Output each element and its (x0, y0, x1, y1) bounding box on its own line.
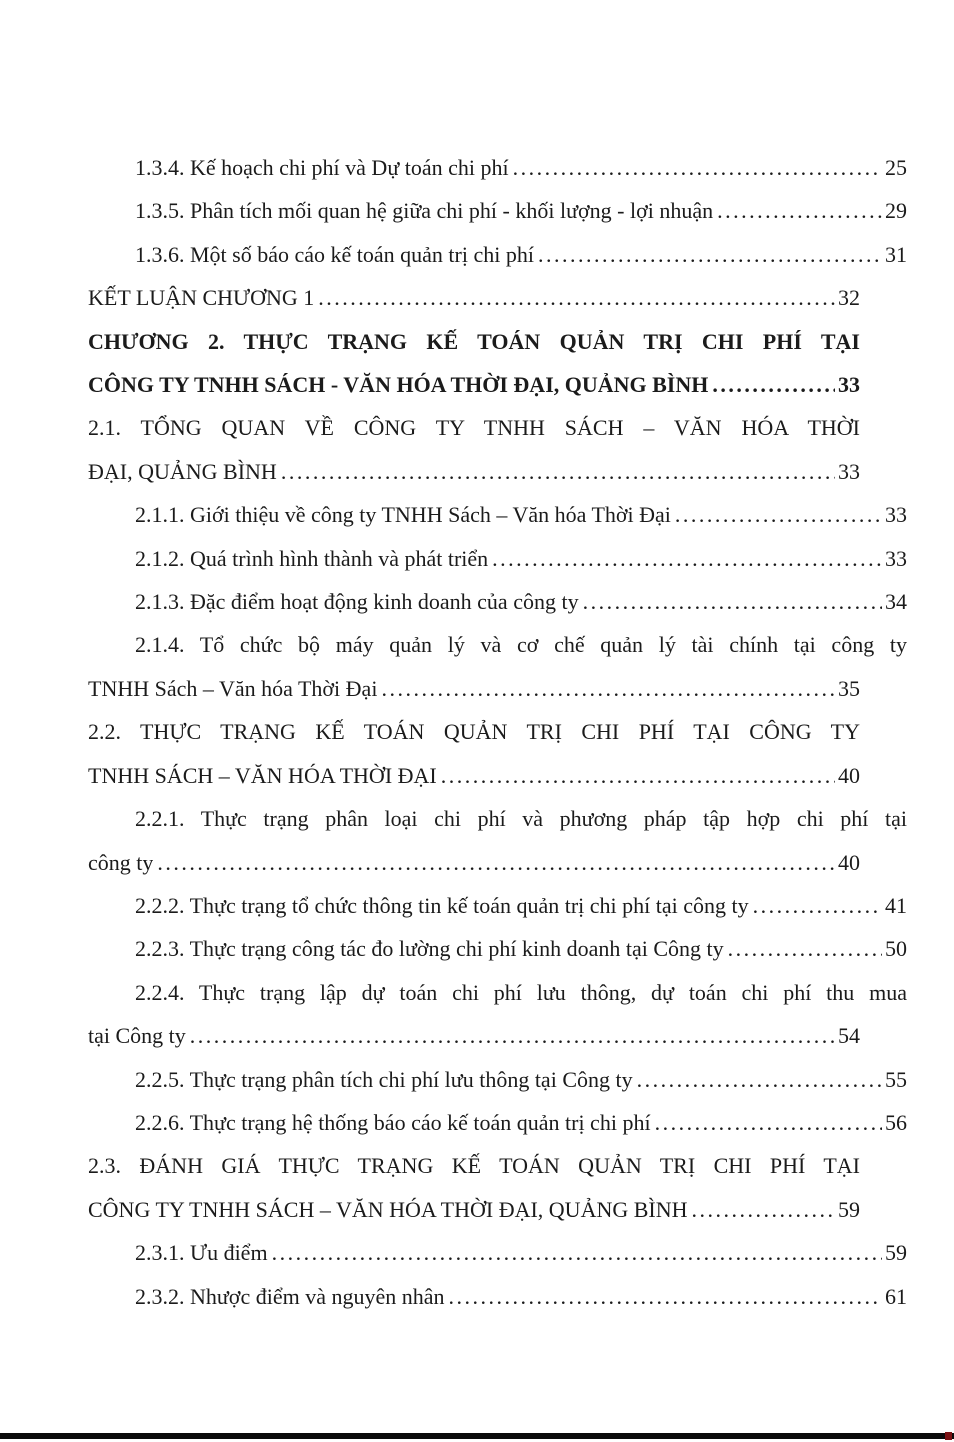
page-number: 33 (885, 545, 907, 571)
toc-line (88, 1144, 860, 1187)
dot-leader (538, 233, 882, 276)
page-number: 33 (838, 458, 860, 484)
dot-leader (381, 667, 835, 710)
toc-line-text: TNHH SÁCH – VĂN HÓA THỜI ĐẠI (88, 762, 437, 788)
toc-line-text: tại Công ty (88, 1023, 186, 1049)
toc-line-text: 2.3.2. Nhược điểm và nguyên nhân (135, 1283, 445, 1309)
toc-line (88, 1101, 907, 1144)
toc-entry (88, 537, 907, 580)
toc-line-text: 2.2.2. Thực trạng tổ chức thông tin kế toán quản trị chi phí tại công ty (135, 892, 749, 918)
toc-entry (88, 1275, 907, 1318)
toc-line (88, 927, 907, 970)
toc-entry (88, 580, 907, 623)
page-number: 61 (885, 1283, 907, 1309)
toc-line (88, 320, 860, 363)
page-number: 50 (885, 936, 907, 962)
dot-leader (441, 754, 835, 797)
toc-line-text: 2.2.5. Thực trạng phân tích chi phí lưu thông tại Công ty (135, 1066, 633, 1092)
toc-line (88, 1014, 860, 1057)
dot-leader (692, 1188, 835, 1231)
toc-line (88, 710, 860, 753)
dot-leader (728, 927, 882, 970)
dot-leader (717, 189, 882, 232)
dot-leader (449, 1275, 883, 1318)
toc-line-text: ĐẠI, QUẢNG BÌNH (88, 458, 277, 484)
dot-leader (655, 1101, 882, 1144)
toc-entry (88, 623, 907, 710)
toc-entry (88, 1231, 907, 1274)
toc-entry (88, 1058, 907, 1101)
page-number: 56 (885, 1109, 907, 1135)
page-number: 25 (885, 155, 907, 180)
toc-line (88, 233, 907, 276)
toc-entry (88, 971, 907, 1058)
toc-line-text: 1.3.4. Kế hoạch chi phí và Dự toán chi phí (135, 155, 509, 180)
toc-line-text: công ty (88, 849, 154, 875)
toc-line (88, 146, 907, 189)
toc-line (88, 189, 907, 232)
toc-line-text: KẾT LUẬN CHƯƠNG 1 (88, 285, 315, 311)
toc-line (88, 623, 907, 666)
dot-leader (190, 1014, 835, 1057)
page-number: 59 (885, 1240, 907, 1266)
toc-line-text: 2.1.3. Đặc điểm hoạt động kinh doanh của công ty (135, 589, 579, 615)
dot-leader (712, 363, 835, 406)
toc-entries (88, 146, 907, 1318)
toc-line (88, 406, 860, 449)
page-number: 29 (885, 198, 907, 224)
page-number: 34 (885, 589, 907, 615)
toc-entry (88, 146, 907, 189)
toc-line-text: 1.3.6. Một số báo cáo kế toán quản trị chi phí (135, 241, 534, 267)
dot-leader (272, 1231, 882, 1274)
toc-line (88, 450, 860, 493)
toc-line-text: 2.1.4. Tổ chức bộ máy quản lý và cơ chế quản lý tài chính tại công ty (135, 632, 907, 658)
toc-line-text: 2.2.6. Thực trạng hệ thống báo cáo kế toán quản trị chi phí (135, 1109, 651, 1135)
page-number: 41 (885, 892, 907, 918)
toc-line-text: 2.1.2. Quá trình hình thành và phát triển (135, 545, 489, 571)
dot-leader (157, 841, 835, 884)
toc-line (88, 667, 860, 710)
page-number: 32 (838, 285, 860, 311)
dot-leader (753, 884, 882, 927)
dot-leader (513, 146, 882, 189)
toc-entry (88, 233, 907, 276)
toc-line-text: 2.3. ĐÁNH GIÁ THỰC TRẠNG KẾ TOÁN QUẢN TRỊ CHI PHÍ TẠI (88, 1153, 860, 1179)
toc-entry (88, 320, 860, 407)
toc-line (88, 580, 907, 623)
page-number: 31 (885, 241, 907, 267)
toc-entry (88, 797, 907, 884)
dot-leader (583, 580, 882, 623)
toc-line (88, 363, 860, 406)
toc-entry (88, 1101, 907, 1144)
toc-line-text: CÔNG TY TNHH SÁCH - VĂN HÓA THỜI ĐẠI, QUẢNG BÌNH (88, 372, 709, 398)
toc-line (88, 797, 907, 840)
dot-leader (492, 537, 882, 580)
dot-leader (281, 450, 835, 493)
page-number: 40 (838, 762, 860, 788)
toc-line-text: 2.2.4. Thực trạng lập dự toán chi phí lưu thông, dự toán chi phí thu mua (135, 979, 907, 1005)
page-number: 59 (838, 1196, 860, 1222)
toc-line-text: 2.1. TỔNG QUAN VỀ CÔNG TY TNHH SÁCH – VĂN HÓA THỜI (88, 415, 860, 441)
page-number: 54 (838, 1023, 860, 1049)
toc-line-text: 1.3.5. Phân tích mối quan hệ giữa chi phí - khối lượng - lợi nhuận (135, 198, 714, 224)
toc-line-text: 2.2.3. Thực trạng công tác đo lường chi phí kinh doanh tại Công ty (135, 936, 724, 962)
toc-line (88, 1058, 907, 1101)
toc-line-text: 2.2. THỰC TRẠNG KẾ TOÁN QUẢN TRỊ CHI PHÍ TẠI CÔNG TY (88, 719, 860, 745)
toc-entry (88, 406, 860, 493)
toc-line (88, 493, 907, 536)
toc-entry (88, 493, 907, 536)
page-number: 33 (885, 502, 907, 528)
toc-line-text: CÔNG TY TNHH SÁCH – VĂN HÓA THỜI ĐẠI, QUẢNG BÌNH (88, 1196, 688, 1222)
toc-entry (88, 884, 907, 927)
toc-line (88, 1275, 907, 1318)
toc-line-text: 2.3.1. Ưu điểm (135, 1240, 268, 1266)
toc-entry (88, 927, 907, 970)
toc-line (88, 537, 907, 580)
toc-line-text: CHƯƠNG 2. THỰC TRẠNG KẾ TOÁN QUẢN TRỊ CHI PHÍ TẠI (88, 328, 860, 354)
toc-line-text: 2.2.1. Thực trạng phân loại chi phí và phương pháp tập hợp chi phí tại (135, 806, 907, 832)
toc-line (88, 1231, 907, 1274)
toc-entry (88, 710, 860, 797)
bottom-border-accent (945, 1432, 952, 1440)
toc-line (88, 276, 860, 319)
toc-line-text: 2.1.1. Giới thiệu về công ty TNHH Sách – Văn hóa Thời Đại (135, 502, 671, 528)
page-number: 55 (885, 1066, 907, 1092)
toc-line (88, 841, 860, 884)
page-number: 35 (838, 675, 860, 701)
toc-line (88, 754, 860, 797)
toc-line (88, 884, 907, 927)
bottom-border-bar (0, 1433, 954, 1439)
page-number: 33 (838, 372, 860, 398)
dot-leader (318, 276, 835, 319)
toc-line-text: TNHH Sách – Văn hóa Thời Đại (88, 675, 378, 701)
toc-entry (88, 1144, 860, 1231)
toc-line (88, 971, 907, 1014)
toc-entry (88, 189, 907, 232)
toc-entry (88, 276, 860, 319)
page-number: 40 (838, 849, 860, 875)
toc-line (88, 1188, 860, 1231)
dot-leader (675, 493, 882, 536)
dot-leader (637, 1058, 882, 1101)
